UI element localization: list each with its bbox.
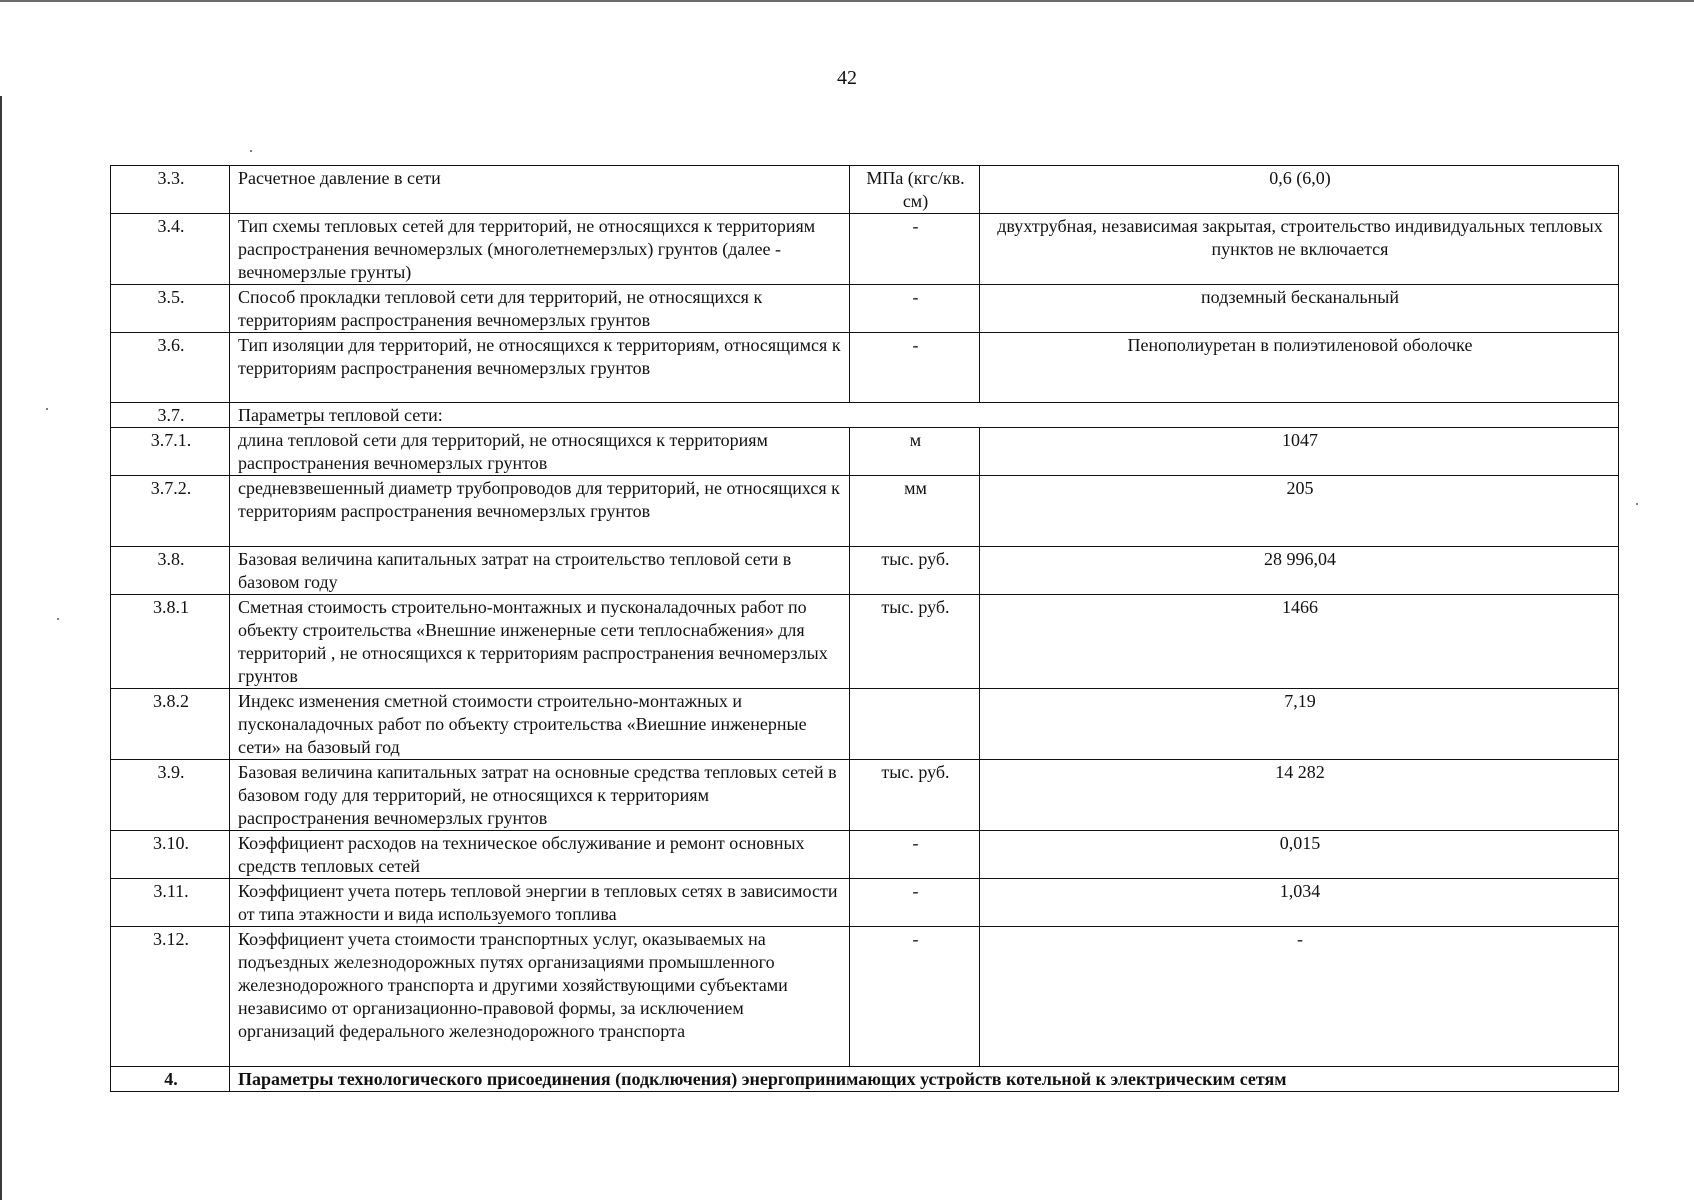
page-number: 42	[837, 67, 857, 89]
row-number: 3.7.2.	[111, 476, 230, 547]
parameter-value: Пенополиуретан в полиэтиленовой оболочке	[980, 333, 1619, 403]
parameter-value: 205	[980, 476, 1619, 547]
row-number: 3.3.	[111, 166, 230, 214]
table-row	[111, 166, 1619, 214]
table-row-section	[111, 403, 1619, 428]
parameter-value: подземный бесканальный	[980, 285, 1619, 333]
row-number: 3.8.2	[111, 689, 230, 760]
row-number: 3.5.	[111, 285, 230, 333]
row-number: 3.10.	[111, 831, 230, 879]
parameters-table	[110, 165, 1619, 1092]
table-row	[111, 333, 1619, 403]
table-row	[111, 760, 1619, 831]
section-title: Параметры технологического присоединения (подключения) энергопринимающих устройств котельной к электрическим сетям	[230, 1067, 1619, 1092]
parameter-value: 1,034	[980, 879, 1619, 927]
table-row	[111, 689, 1619, 760]
parameter-value: 28 996,04	[980, 547, 1619, 595]
parameter-value: 7,19	[980, 689, 1619, 760]
parameter-name: Индекс изменения сметной стоимости строительно-монтажных и пусконаладочных работ по объекту строительства «Виешние инженерные сети» на базовый год	[230, 689, 850, 760]
parameter-name: Тип изоляции для территорий, не относящихся к территориям, относящимся к территориям распространения вечномерзлых грунтов	[230, 333, 850, 403]
table-row	[111, 595, 1619, 689]
parameter-value: 0,015	[980, 831, 1619, 879]
unit-of-measure: -	[850, 831, 980, 879]
unit-of-measure: -	[850, 214, 980, 285]
row-number: 3.8.1	[111, 595, 230, 689]
parameter-name: Коэффициент учета стоимости транспортных услуг, оказываемых на подъездных железнодорожных путях организациями промышленного железнодорожного транспорта и другими хозяйствующими субъектами независимо от организационно-правовой формы, за исключением организаций федерального железнодорожного транспорта	[230, 927, 850, 1067]
parameter-name: Базовая величина капитальных затрат на строительство тепловой сети в базовом году	[230, 547, 850, 595]
unit-of-measure: мм	[850, 476, 980, 547]
parameter-value: 1466	[980, 595, 1619, 689]
unit-of-measure: м	[850, 428, 980, 476]
scan-speck	[250, 150, 252, 152]
row-number: 3.6.	[111, 333, 230, 403]
table-row	[111, 476, 1619, 547]
row-number: 3.9.	[111, 760, 230, 831]
section-title: Параметры тепловой сети:	[230, 403, 1619, 428]
unit-of-measure: -	[850, 879, 980, 927]
unit-of-measure: МПа (кгс/кв. см)	[850, 166, 980, 214]
table-row	[111, 547, 1619, 595]
unit-of-measure: -	[850, 927, 980, 1067]
unit-of-measure: -	[850, 285, 980, 333]
parameter-name: средневзвешенный диаметр трубопроводов для территорий, не относящихся к территориям распространения вечномерзлых грунтов	[230, 476, 850, 547]
scan-speck	[46, 408, 48, 410]
unit-of-measure: тыс. руб.	[850, 595, 980, 689]
parameter-name: длина тепловой сети для территорий, не относящихся к территориям распространения вечномерзлых грунтов	[230, 428, 850, 476]
unit-of-measure: тыс. руб.	[850, 547, 980, 595]
row-number: 3.8.	[111, 547, 230, 595]
parameter-name: Базовая величина капитальных затрат на основные средства тепловых сетей в базовом году для территорий, не относящихся к территориям распространения вечномерзлых грунтов	[230, 760, 850, 831]
scan-speck	[1636, 503, 1638, 505]
table-row-section	[111, 1067, 1619, 1092]
parameter-value: -	[980, 927, 1619, 1067]
unit-of-measure	[850, 689, 980, 760]
row-number: 3.12.	[111, 927, 230, 1067]
parameter-name: Сметная стоимость строительно-монтажных и пусконаладочных работ по объекту строительства «Внешние инженерные сети теплоснабжения» для территорий , не относящихся к территориям распространения вечномерзлых грунтов	[230, 595, 850, 689]
table-row	[111, 927, 1619, 1067]
table-row	[111, 285, 1619, 333]
row-number: 3.7.1.	[111, 428, 230, 476]
parameter-name: Расчетное давление в сети	[230, 166, 850, 214]
scan-edge-top	[0, 0, 1694, 2]
table-row	[111, 214, 1619, 285]
table-row	[111, 831, 1619, 879]
parameter-value: двухтрубная, независимая закрытая, строительство индивидуальных тепловых пунктов не включается	[980, 214, 1619, 285]
parameter-name: Коэффициент учета потерь тепловой энергии в тепловых сетях в зависимости от типа этажности и вида используемого топлива	[230, 879, 850, 927]
parameter-name: Коэффициент расходов на техническое обслуживание и ремонт основных средств тепловых сетей	[230, 831, 850, 879]
table-row	[111, 879, 1619, 927]
row-number: 3.11.	[111, 879, 230, 927]
parameter-name: Тип схемы тепловых сетей для территорий, не относящихся к территориям распространения вечномерзлых (многолетнемерзлых) грунтов (далее - вечномерзлые грунты)	[230, 214, 850, 285]
scan-speck	[57, 618, 59, 620]
scan-edge-left	[0, 96, 2, 1200]
parameter-value: 0,6 (6,0)	[980, 166, 1619, 214]
parameter-value: 1047	[980, 428, 1619, 476]
unit-of-measure: -	[850, 333, 980, 403]
row-number: 3.7.	[111, 403, 230, 428]
unit-of-measure: тыс. руб.	[850, 760, 980, 831]
row-number: 3.4.	[111, 214, 230, 285]
table-row	[111, 428, 1619, 476]
parameter-name: Способ прокладки тепловой сети для территорий, не относящихся к территориям распространения вечномерзлых грунтов	[230, 285, 850, 333]
parameter-value: 14 282	[980, 760, 1619, 831]
row-number: 4.	[111, 1067, 230, 1092]
